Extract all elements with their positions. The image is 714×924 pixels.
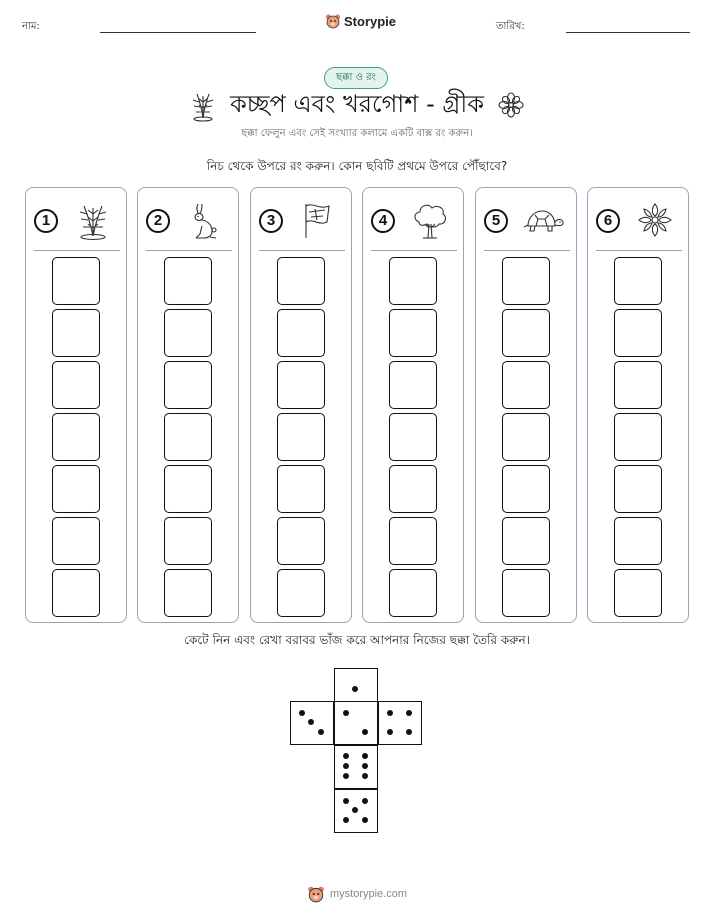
column-divider: [484, 250, 570, 251]
color-box[interactable]: [389, 413, 437, 461]
color-box[interactable]: [164, 465, 212, 513]
pip: [362, 773, 368, 779]
flag-icon: [297, 200, 339, 242]
name-label: নাম:: [22, 21, 40, 32]
pip: [343, 817, 349, 823]
page-title: কচ্ছপ এবং খরগোশ - গ্রীক: [229, 90, 485, 118]
column-header: [144, 200, 232, 242]
color-box[interactable]: [52, 413, 100, 461]
color-box[interactable]: [164, 569, 212, 617]
color-box[interactable]: [277, 517, 325, 565]
column-3: [250, 187, 352, 623]
footer: [307, 885, 407, 903]
pip: [299, 710, 305, 716]
column-2: [137, 187, 239, 623]
color-box[interactable]: [164, 361, 212, 409]
name-line[interactable]: [100, 32, 256, 33]
color-box[interactable]: [389, 309, 437, 357]
dice-face-5: [334, 789, 378, 833]
color-box[interactable]: [502, 413, 550, 461]
pip: [343, 710, 349, 716]
column-header: [369, 200, 457, 242]
color-box[interactable]: [389, 517, 437, 565]
dice-face-2: [334, 701, 378, 745]
dice-net: [290, 668, 426, 838]
brand-logo: [325, 13, 396, 29]
cut-instruction: কেটে নিন এবং রেখা বরাবর ভাঁজ করে আপনার নিজের ছক্কা তৈরি করুন।: [184, 633, 530, 647]
dice-face-3: [290, 701, 334, 745]
color-box[interactable]: [52, 309, 100, 357]
pip: [362, 817, 368, 823]
column-6: [587, 187, 689, 623]
pip: [308, 719, 314, 725]
color-box[interactable]: [277, 257, 325, 305]
color-box[interactable]: [52, 361, 100, 409]
pip: [362, 763, 368, 769]
column-number: 4: [371, 209, 395, 233]
color-box[interactable]: [52, 569, 100, 617]
pip: [343, 753, 349, 759]
color-box[interactable]: [277, 361, 325, 409]
pip: [406, 729, 412, 735]
column-header: [32, 200, 120, 242]
color-box[interactable]: [614, 361, 662, 409]
color-box[interactable]: [389, 465, 437, 513]
color-box[interactable]: [52, 257, 100, 305]
pip: [362, 753, 368, 759]
color-box[interactable]: [502, 309, 550, 357]
coloring-instruction: নিচ থেকে উপরে রং করুন। কোন ছবিটি প্রথমে উপরে পৌঁছাবে?: [206, 159, 508, 173]
color-box[interactable]: [389, 257, 437, 305]
pip: [387, 710, 393, 716]
dice-face-6: [334, 745, 378, 789]
column-number: 1: [34, 209, 58, 233]
date-label: তারিখ:: [496, 21, 525, 32]
category-badge: ছক্কা ও রং: [324, 67, 388, 89]
color-box[interactable]: [502, 361, 550, 409]
dice-face-4: [378, 701, 422, 745]
color-box[interactable]: [389, 569, 437, 617]
color-box[interactable]: [389, 361, 437, 409]
color-box[interactable]: [614, 517, 662, 565]
pip: [343, 763, 349, 769]
column-number: 6: [596, 209, 620, 233]
column-divider: [596, 250, 682, 251]
flower-icon: [496, 90, 526, 120]
column-divider: [259, 250, 345, 251]
color-box[interactable]: [164, 413, 212, 461]
column-number: 2: [146, 209, 170, 233]
bear-icon: [325, 13, 341, 29]
color-box[interactable]: [502, 257, 550, 305]
pip: [352, 686, 358, 692]
bear-icon: [307, 885, 325, 903]
pip: [343, 798, 349, 804]
color-box[interactable]: [164, 517, 212, 565]
footer-site[interactable]: mystorypie.com: [330, 888, 408, 900]
pip: [362, 798, 368, 804]
color-box[interactable]: [614, 257, 662, 305]
column-header: [257, 200, 345, 242]
turtle-icon: [522, 200, 564, 242]
color-box[interactable]: [502, 465, 550, 513]
column-header: [594, 200, 682, 242]
column-divider: [371, 250, 457, 251]
column-4: [362, 187, 464, 623]
pip: [406, 710, 412, 716]
color-box[interactable]: [277, 569, 325, 617]
color-box[interactable]: [502, 569, 550, 617]
fern-icon: [72, 200, 114, 242]
color-box[interactable]: [164, 309, 212, 357]
rabbit-icon: [184, 200, 226, 242]
column-number: 3: [259, 209, 283, 233]
brand-name: Storypie: [344, 13, 397, 29]
color-box[interactable]: [277, 309, 325, 357]
color-box[interactable]: [614, 413, 662, 461]
color-box[interactable]: [52, 517, 100, 565]
color-box[interactable]: [277, 465, 325, 513]
pip: [343, 773, 349, 779]
column-number: 5: [484, 209, 508, 233]
color-box[interactable]: [277, 413, 325, 461]
column-divider: [34, 250, 120, 251]
color-box[interactable]: [614, 465, 662, 513]
column-1: [25, 187, 127, 623]
color-box[interactable]: [614, 309, 662, 357]
tree-icon: [409, 200, 451, 242]
pip: [318, 729, 324, 735]
page-subtitle: ছক্কা ফেলুন এবং সেই সংখ্যার কলামে একটি বাক্স রং করুন।: [241, 128, 473, 139]
pip: [362, 729, 368, 735]
column-5: [475, 187, 577, 623]
pip: [352, 807, 358, 813]
color-box[interactable]: [502, 517, 550, 565]
flower-icon: [634, 200, 676, 242]
date-line[interactable]: [566, 32, 690, 33]
color-box[interactable]: [164, 257, 212, 305]
column-header: [482, 200, 570, 242]
column-divider: [146, 250, 232, 251]
color-box[interactable]: [52, 465, 100, 513]
pip: [387, 729, 393, 735]
color-box[interactable]: [614, 569, 662, 617]
